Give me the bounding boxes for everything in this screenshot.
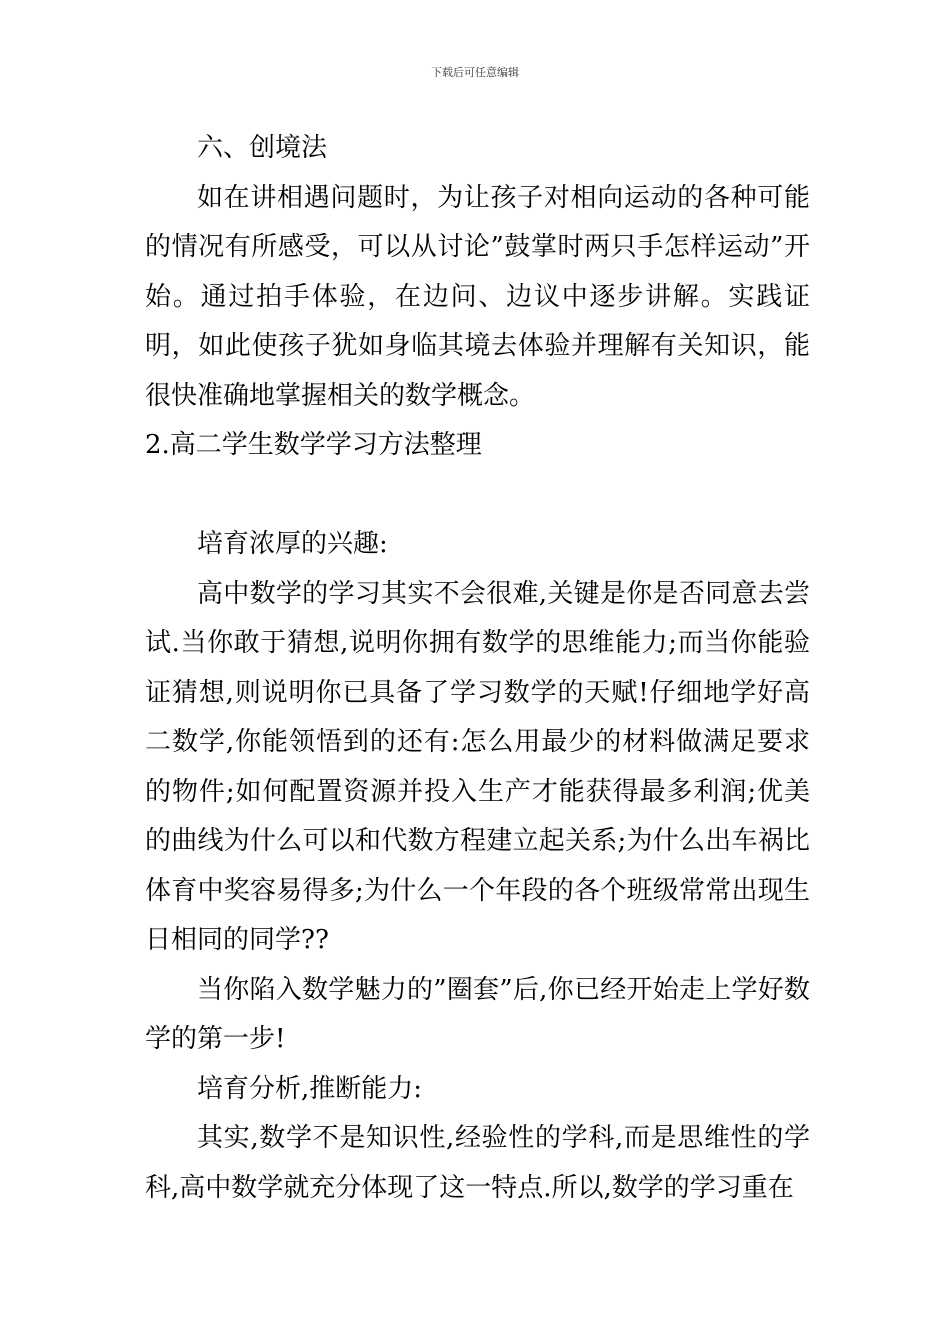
section-heading: 六、创境法 (197, 133, 328, 163)
page-header: 下载后可任意编辑 (431, 66, 519, 79)
paragraph-analysis: 其实,数学不是知识性,经验性的学科,而是思维性的学科,高中数学就充分体现了这一特点.所以,数学的学习重在 (145, 1123, 810, 1203)
paragraph-trap: 当你陷入数学魅力的”圈套”后,你已经开始走上学好数学的第一步! (145, 974, 810, 1054)
subheading-analysis: 培育分析,推断能力: (197, 1073, 423, 1104)
subheading-interest: 培育浓厚的兴趣: (197, 529, 388, 559)
document-body (145, 124, 810, 1213)
article-title: 2.高二学生数学学习方法整理 (145, 430, 482, 460)
section-paragraph: 如在讲相遇问题时，为让孩子对相向运动的各种可能的情况有所感受，可以从讨论”鼓掌时两只手怎样运动”开始。通过拍手体验，在边问、边议中逐步讲解。实践证明，如此使孩子犹如身临其境去体验并理解有关知识，能很快准确地掌握相关的数学概念。 (145, 182, 810, 411)
paragraph-interest: 高中数学的学习其实不会很难,关键是你是否同意去尝试.当你敢于猜想,说明你拥有数学的思维能力;而当你能验证猜想,则说明你已具备了学习数学的天赋!仔细地学好高二数学,你能领悟到的还有:怎么用最少的材料做满足要求的物件;如何配置资源并投入生产才能获得最多利润;优美的曲线为什么可以和代数方程建立起关系;为什么出车祸比体育中奖容易得多;为什么一个年段的各个班级常常出现生日相同的同学?? (145, 578, 810, 955)
blank-line (145, 471, 810, 521)
